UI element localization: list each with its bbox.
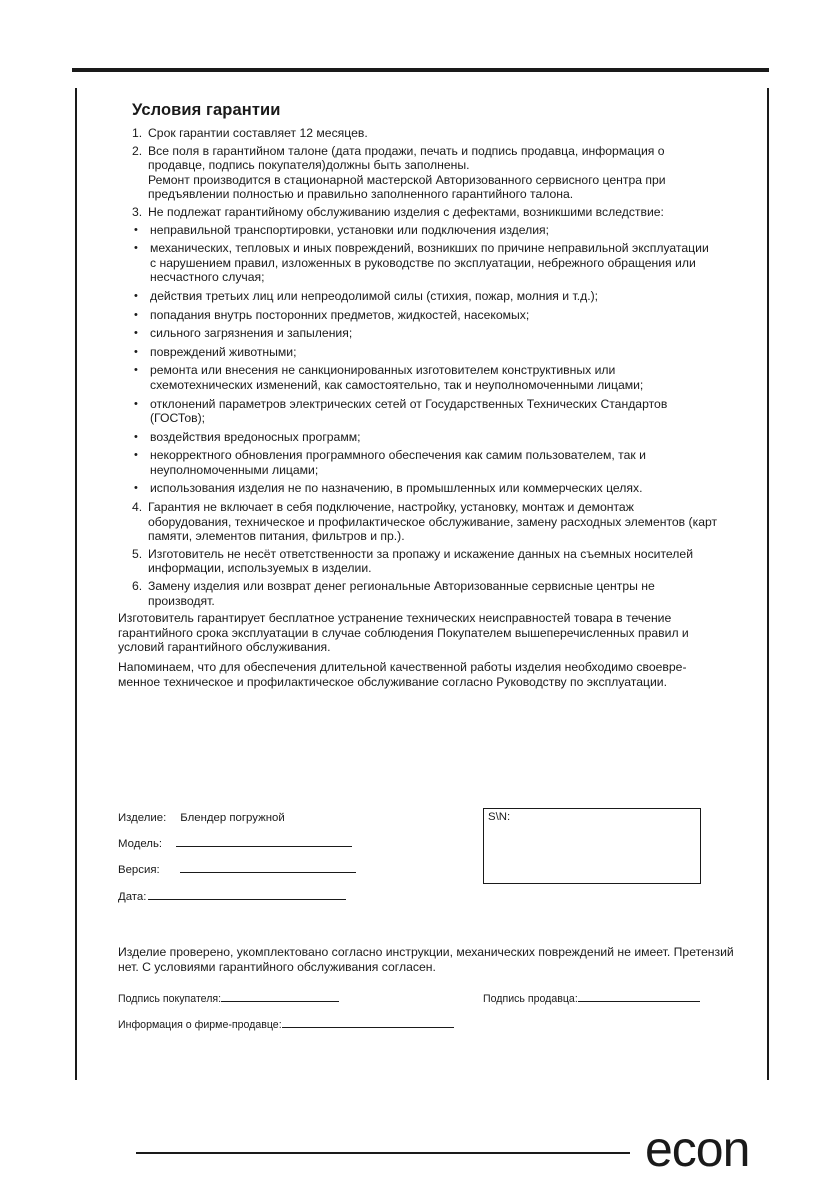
- item-text: Срок гарантии составляет 12 месяцев.: [148, 126, 368, 140]
- version-blank-line[interactable]: [180, 862, 356, 873]
- item-text: Изготовитель не несёт ответственности за пропажу и искажение данных на съемных носителей информации, используемых в изделии.: [148, 546, 694, 576]
- seller-info-line[interactable]: [282, 1017, 454, 1028]
- seller-info-label: Информация о фирме-продавце:: [118, 1019, 282, 1031]
- list-item: • действия третьих лиц или непреодолимой силы (стихия, пожар, молния и т.д.);: [118, 289, 718, 304]
- list-item: • механических, тепловых и иных повреждений, возникших по причине неправильной эксплуатации с нарушением правил, изложенных в руководстве по эксплуатации, небрежного обращения или несчастного случая;: [118, 241, 718, 285]
- econ-logo: [645, 1122, 769, 1172]
- seller-signature-line[interactable]: [578, 991, 700, 1002]
- item-number: 5.: [132, 546, 143, 561]
- version-field[interactable]: [118, 862, 356, 877]
- condition-item: [118, 500, 718, 544]
- version-label: Версия:: [118, 864, 160, 876]
- left-margin-rule: [75, 88, 77, 1080]
- maintenance-reminder-paragraph: Напоминаем, что для обеспечения длительной качественной работы изделия необходимо своевре-менное техническое и профилактическое обслуживание согласно Руководству по эксплуатации.: [118, 660, 687, 689]
- list-item: • неправильной транспортировки, установки или подключения изделия;: [118, 223, 718, 238]
- page-title: Условия гарантии: [132, 101, 281, 119]
- list-item: • повреждений животными;: [118, 345, 718, 360]
- right-margin-rule: [767, 88, 769, 1080]
- model-blank-line[interactable]: [176, 836, 352, 847]
- manufacturer-guarantee-paragraph: Изготовитель гарантирует бесплатное устранение технических неисправностей товара в течение гарантийного срока эксплуатации в случае соблюдения Покупателем вышеперечисленных правил и условий гарантийного обслуживания.: [118, 611, 689, 655]
- serial-number-label: S\N:: [488, 811, 511, 823]
- list-item: • ремонта или внесения не санкционированных изготовителем конструктивных или схемотехнических изменений, как самостоятельно, так и неуполномоченными лицами;: [118, 363, 718, 392]
- condition-item: [118, 547, 718, 576]
- item-text: Все поля в гарантийном талоне (дата продажи, печать и подпись продавца, информация о продавце, подпись покупателя)должны быть заполнены.: [148, 143, 665, 173]
- list-item: • воздействия вредоносных программ;: [118, 430, 718, 445]
- condition-item: [118, 126, 718, 141]
- item-number: 3.: [132, 204, 143, 219]
- buyer-signature-label: Подпись покупателя:: [118, 993, 222, 1005]
- condition-item: [118, 579, 718, 608]
- footer-rule: [136, 1152, 630, 1154]
- date-field[interactable]: [118, 889, 346, 904]
- seller-signature-label: Подпись продавца:: [483, 993, 578, 1005]
- product-value: Блендер погружной: [180, 812, 285, 824]
- item-text: Замену изделия или возврат денег региональные Авторизованные сервисные центры не производят.: [148, 579, 655, 608]
- condition-item: [118, 205, 718, 220]
- model-label: Модель:: [118, 838, 163, 850]
- list-item: • попадания внутрь посторонних предметов, жидкостей, насекомых;: [118, 308, 718, 323]
- item-text: Гарантия не включает в себя подключение, настройку, установку, монтаж и демонтаж оборудования, техническое и профилактическое обслуживание, замену расходных элементов (карт памяти, элементов питания, фильтров и пр.).: [148, 500, 718, 544]
- list-item: • отклонений параметров электрических сетей от Государственных Технических Стандартов (ГОСТов);: [118, 397, 718, 426]
- date-blank-line[interactable]: [148, 889, 346, 900]
- econ-logo-wordmark: econ: [645, 1122, 750, 1172]
- top-rule: [72, 68, 769, 72]
- product-field: [118, 811, 285, 825]
- list-item: • некорректного обновления программного обеспечения как самим пользователем, так и неуполномоченными лицами;: [118, 448, 718, 477]
- seller-signature-field[interactable]: [483, 991, 700, 1005]
- model-field[interactable]: [118, 836, 352, 851]
- warranty-conditions: [118, 101, 718, 694]
- item-number: 1.: [132, 126, 143, 140]
- serial-number-box[interactable]: [483, 808, 701, 884]
- product-label: Изделие:: [118, 812, 167, 824]
- list-item: • использования изделия не по назначению, в промышленных или коммерческих целях.: [118, 481, 718, 496]
- date-label: Дата:: [118, 891, 147, 903]
- item-text: Не подлежат гарантийному обслуживанию изделия с дефектами, возникшими вследствие:: [148, 204, 664, 219]
- exclusions-list: [118, 223, 718, 497]
- item-text-continued: Ремонт производится в стационарной мастерской Авторизованного сервисного центра при предъявлении полностью и правильно заполненного гарантийного талона.: [148, 172, 666, 202]
- acceptance-statement: Изделие проверено, укомплектовано согласно инструкции, механических повреждений не имеет. Претензий нет. С условиями гарантийного обслуживания согласен.: [118, 945, 734, 974]
- item-number: 6.: [132, 579, 143, 594]
- buyer-signature-field[interactable]: [118, 991, 339, 1005]
- list-item: • сильного загрязнения и запыления;: [118, 326, 718, 341]
- item-number: 4.: [132, 500, 143, 515]
- buyer-signature-line[interactable]: [221, 991, 339, 1002]
- condition-item: [118, 144, 718, 202]
- seller-info-field[interactable]: [118, 1017, 454, 1031]
- item-number: 2.: [132, 143, 143, 158]
